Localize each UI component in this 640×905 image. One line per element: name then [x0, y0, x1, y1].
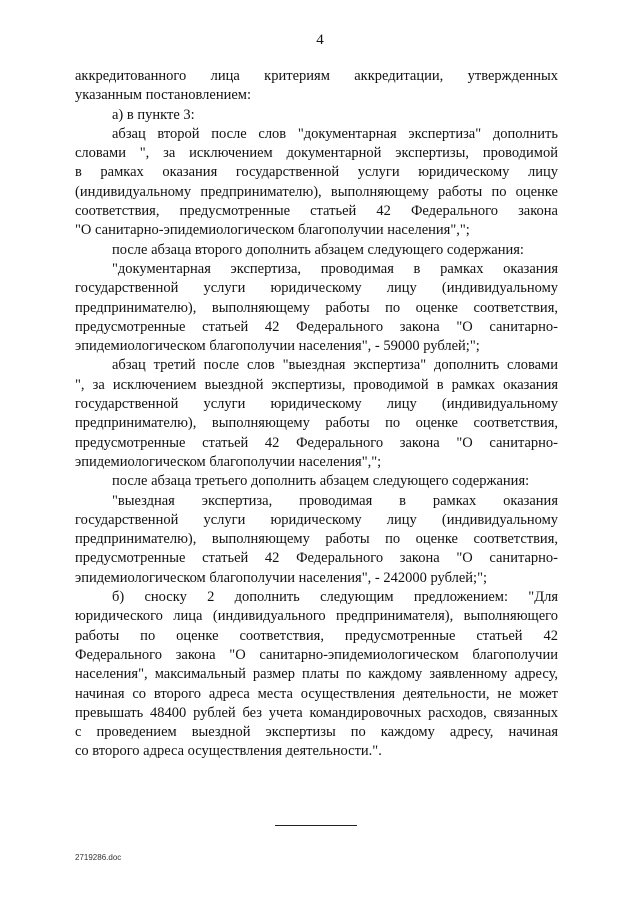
text-line: работы по оценке соответствия, предусмотренные статьей 42	[75, 627, 558, 644]
text-line: превышать 48400 рублей без учета командировочных расходов, связанных	[75, 704, 558, 721]
text-line: ", за исключением выездной экспертизы, проводимой в рамках оказания	[75, 376, 558, 393]
text-line: словами ", за исключением документарной экспертизы, проводимой	[75, 145, 558, 162]
text-line: предусмотренные статьей 42 Федерального закона "О санитарно-	[75, 318, 558, 335]
text-line: указанным постановлением:	[75, 87, 251, 104]
text-line: "О санитарно-эпидемиологическом благополучии населения",";	[75, 222, 470, 239]
text-line: населения", максимальный размер платы по каждому заявленному адресу,	[75, 666, 558, 683]
text-line: в рамках оказания государственной услуги юридическому лицу	[75, 164, 558, 181]
text-line: с проведением выездной экспертизы по каждому адресу, начиная	[75, 724, 558, 741]
text-line: Федерального закона "О санитарно-эпидемиологическом благополучии	[75, 646, 558, 663]
text-line: эпидемиологическом благополучии населения", - 59000 рублей;";	[75, 338, 480, 355]
text-line: предпринимателю), выполняющему работы по оценке соответствия,	[75, 299, 558, 316]
text-line: государственной услуги юридическому лицу (индивидуальному	[75, 396, 558, 413]
document-code: 2719286.doc	[75, 853, 122, 862]
text-line: эпидемиологическом благополучии населения",";	[75, 453, 382, 470]
text-line: (индивидуальному предпринимателю), выполняющему работы по оценке	[75, 183, 558, 200]
text-line: "выездная экспертиза, проводимая в рамках оказания	[112, 492, 558, 509]
document-body	[75, 67, 558, 762]
text-line: предусмотренные статьей 42 Федерального закона "О санитарно-	[75, 550, 558, 567]
text-line: государственной услуги юридическому лицу (индивидуальному	[75, 280, 558, 297]
text-line: эпидемиологическом благополучии населения", - 242000 рублей;";	[75, 569, 488, 586]
text-line: абзац второй после слов "документарная экспертиза" дополнить	[112, 125, 558, 142]
text-line: после абзаца третьего дополнить абзацем следующего содержания:	[112, 473, 530, 490]
text-line: государственной услуги юридическому лицу (индивидуальному	[75, 511, 558, 528]
text-line: юридического лица (индивидуального предпринимателя), выполняющего	[75, 608, 558, 625]
text-line: со второго адреса осуществления деятельности.".	[75, 743, 382, 760]
text-line: предпринимателю), выполняющему работы по оценке соответствия,	[75, 415, 558, 432]
text-line: а) в пункте 3:	[112, 106, 195, 123]
text-line: абзац третий после слов "выездная экспертиза" дополнить словами	[112, 357, 558, 374]
text-line: соответствия, предусмотренные статьей 42 Федерального закона	[75, 203, 558, 220]
page-number: 4	[316, 32, 324, 48]
separator-rule	[275, 825, 357, 826]
text-line: предусмотренные статьей 42 Федерального закона "О санитарно-	[75, 434, 558, 451]
text-line: после абзаца второго дополнить абзацем следующего содержания:	[112, 241, 524, 258]
text-line: аккредитованного лица критериям аккредитации, утвержденных	[75, 68, 558, 84]
text-line: начиная со второго адреса места осуществления деятельности, не может	[75, 685, 558, 702]
text-line: "документарная экспертиза, проводимая в рамках оказания	[112, 260, 558, 277]
text-line: б) сноску 2 дополнить следующим предложением: "Для	[112, 589, 558, 606]
text-line: предпринимателю), выполняющему работы по оценке соответствия,	[75, 531, 558, 548]
